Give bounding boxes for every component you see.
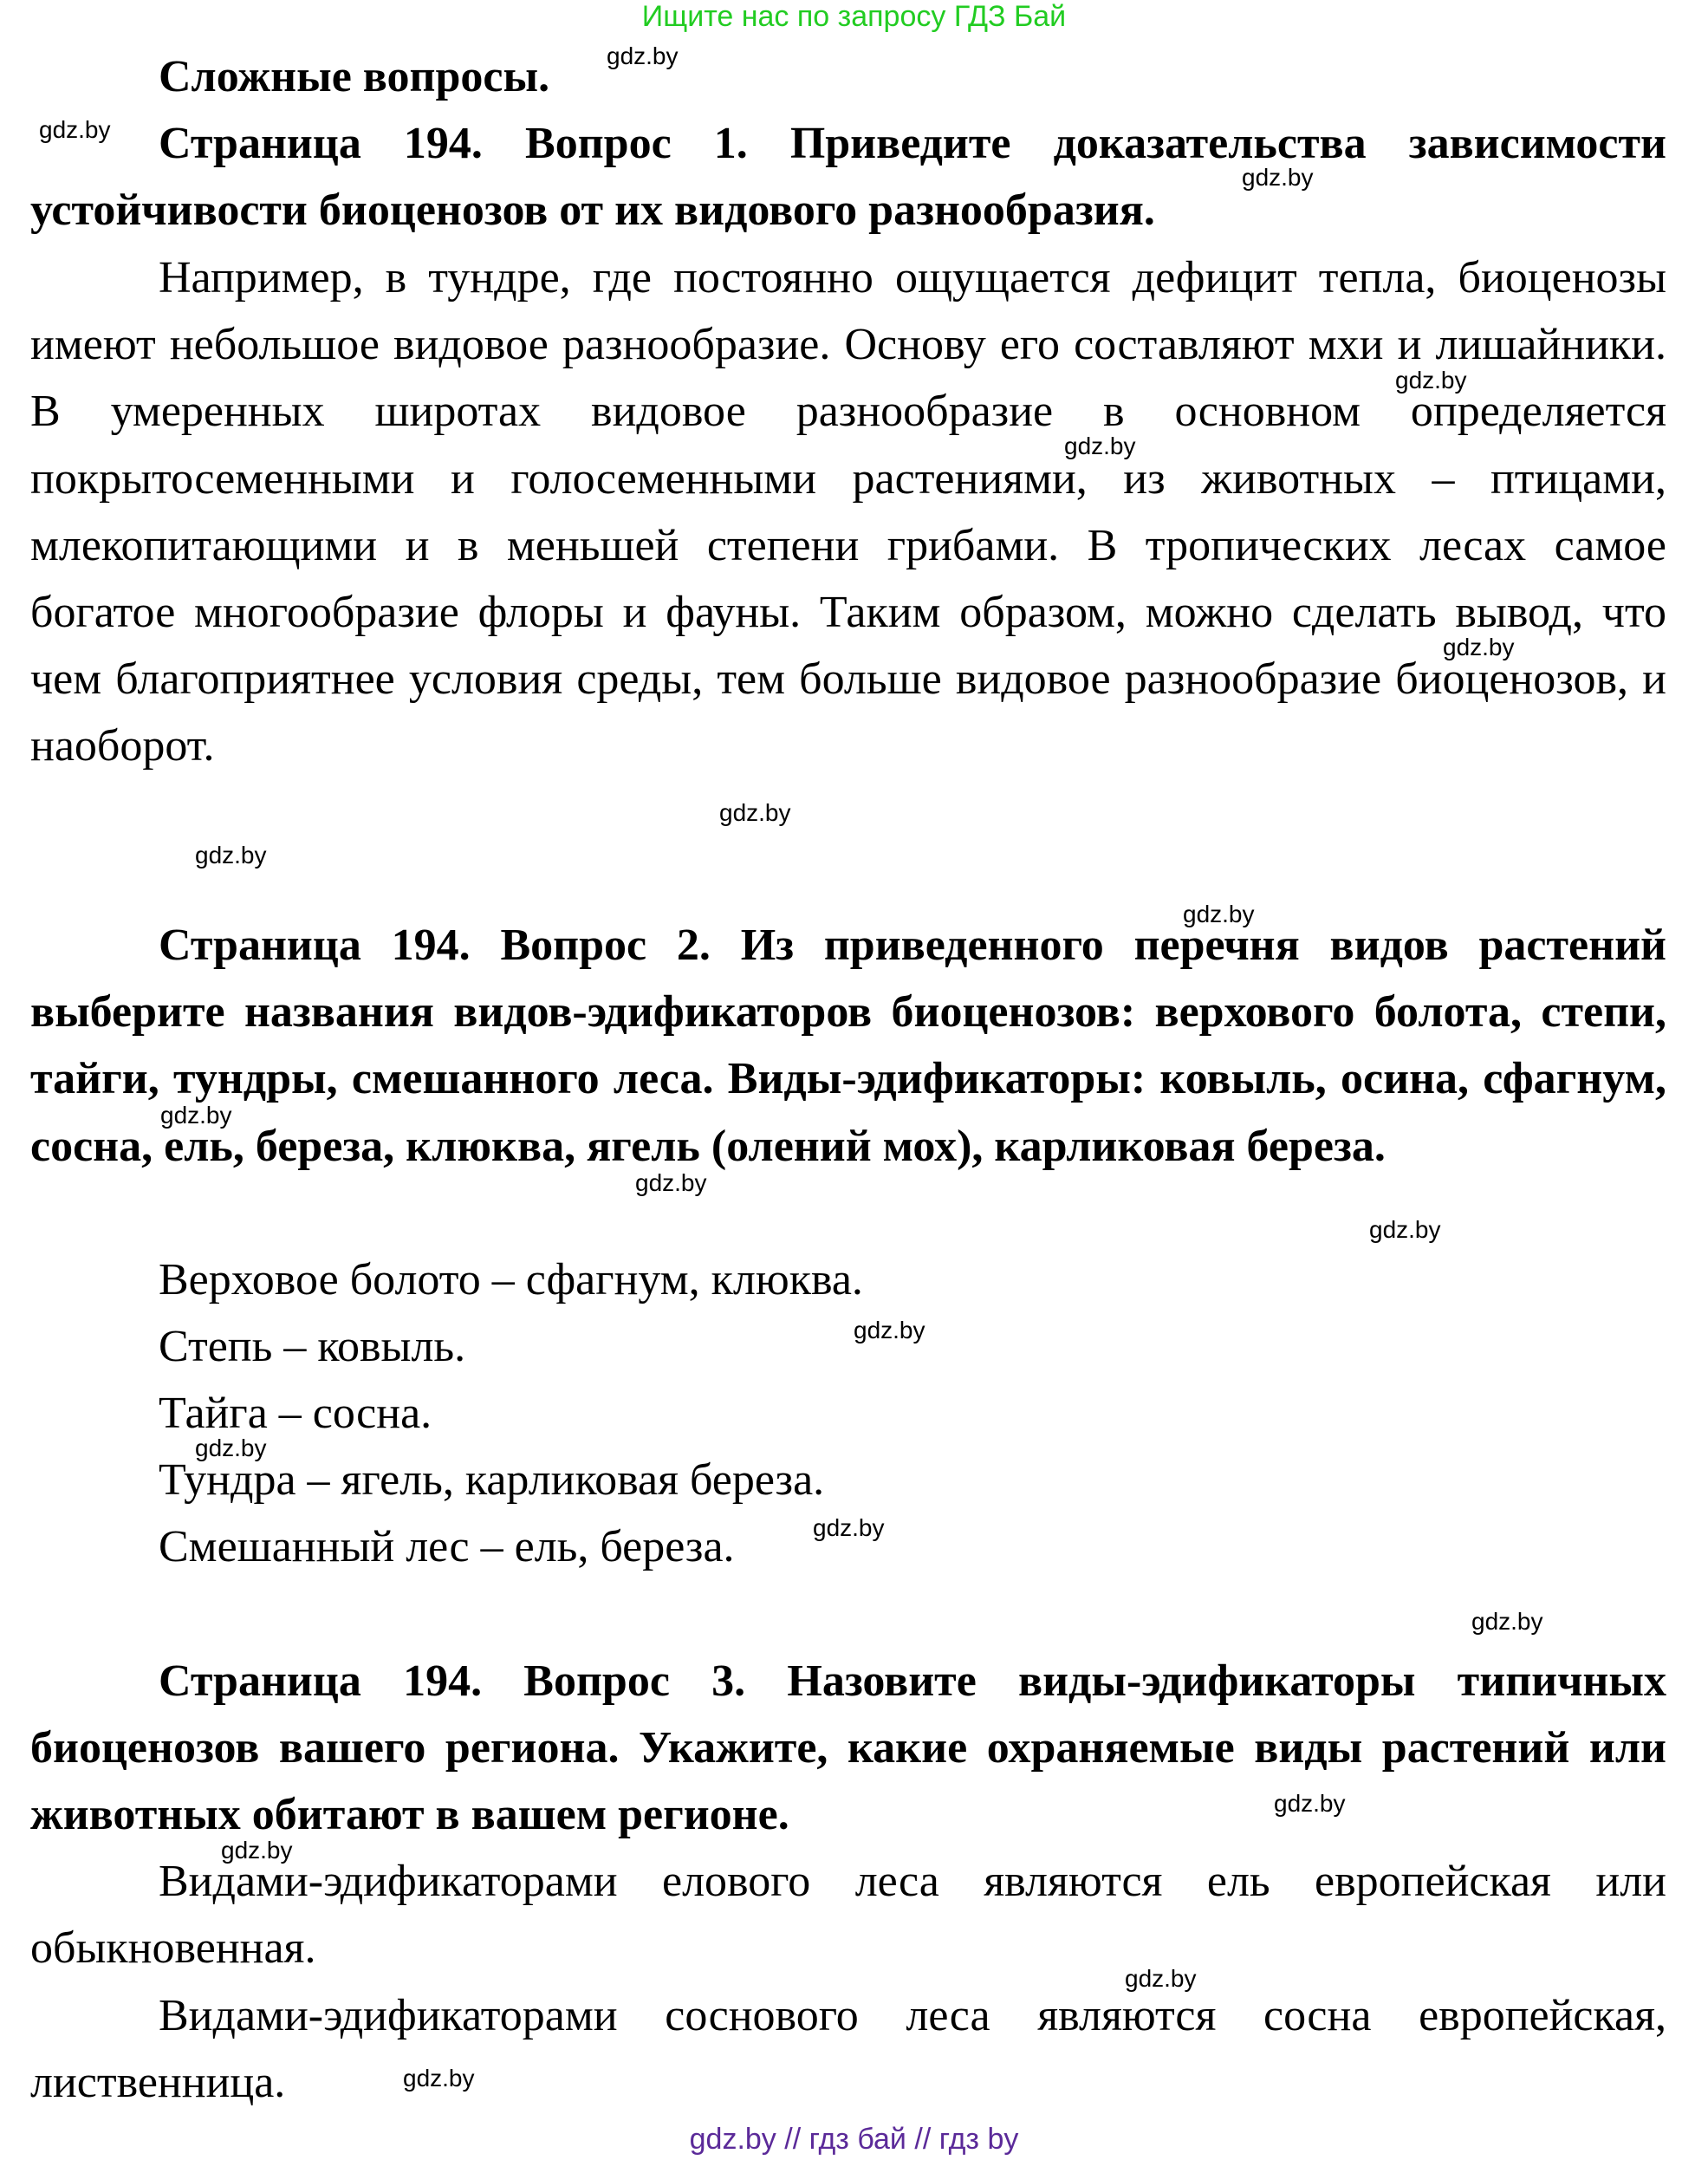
watermark: gdz.by	[195, 1435, 267, 1461]
watermark: gdz.by	[1183, 901, 1255, 927]
watermark: gdz.by	[1125, 1965, 1197, 1992]
watermark: gdz.by	[403, 2065, 475, 2092]
watermark: gdz.by	[1443, 634, 1515, 660]
watermark: gdz.by	[39, 116, 111, 143]
watermark: gdz.by	[1274, 1790, 1346, 1817]
answer-line-mixed-forest: Смешанный лес – ель, береза.	[159, 1522, 735, 1571]
watermark: gdz.by	[854, 1317, 925, 1343]
watermark: gdz.by	[635, 1169, 707, 1196]
question-1-heading: Страница 194. Вопрос 1. Приведите доказательства зависимости устойчивости биоценозов от их видового разнообразия.	[30, 119, 1666, 236]
answer-line-tundra: Тундра – ягель, карликовая береза.	[159, 1455, 825, 1505]
question-1-answer: Например, в тундре, где постоянно ощущается дефицит тепла, биоценозы имеют небольшое видовое разнообразие. Основу его составляют мхи и лишайники. В умеренных широтах видовое разнообразие в основном определяется покрытосеменными и голосеменными растениями, из животных – птицами, млекопитающими и в меньшей степени грибами. В тропических лесах самое богатое многообразие флоры и фауны. Таким образом, можно сделать вывод, что чем благоприятнее условия среды, тем больше видовое разнообразие биоценозов, и наоборот.	[30, 253, 1666, 771]
watermark: gdz.by	[1395, 367, 1467, 394]
watermark: gdz.by	[719, 799, 791, 826]
question-3-heading: Страница 194. Вопрос 3. Назовите виды-эдификаторы типичных биоценозов вашего региона. Укажите, какие охраняемые виды растений или животных обитают в вашем регионе.	[30, 1656, 1666, 1840]
answer-line-taiga: Тайга – сосна.	[159, 1389, 432, 1438]
answer-line-bog: Верховое болото – сфагнум, клюква.	[159, 1255, 863, 1304]
question-3-answer-1: Видами-эдификаторами елового леса являются ель европейская или обыкновенная.	[30, 1857, 1666, 1974]
watermark: gdz.by	[607, 42, 679, 69]
section-title: Сложные вопросы.	[159, 52, 550, 101]
watermark: gdz.by	[813, 1514, 885, 1541]
watermark: gdz.by	[1242, 164, 1314, 191]
answer-line-steppe: Степь – ковыль.	[159, 1322, 466, 1371]
watermark: gdz.by	[1369, 1216, 1441, 1243]
footer-links[interactable]: gdz.by // гдз бай // гдз by	[689, 2123, 1019, 2156]
watermark: gdz.by	[221, 1837, 293, 1864]
question-2-heading: Страница 194. Вопрос 2. Из приведенного перечня видов растений выберите названия видов-эдификаторов биоценозов: верхового болота, степи, тайги, тундры, смешанного леса. Виды-эдификаторы: ковыль, осина, сфагнум, сосна, ель, береза, клюква, ягель (олений мох), карликовая береза.	[30, 921, 1666, 1171]
watermark: gdz.by	[1471, 1608, 1543, 1635]
watermark: gdz.by	[195, 842, 267, 869]
search-banner-link[interactable]: Ищите нас по запросу ГДЗ Бай	[641, 0, 1067, 33]
question-3-answer-2: Видами-эдификаторами соснового леса являются сосна европейская, лиственница.	[30, 1991, 1666, 2108]
watermark: gdz.by	[160, 1102, 232, 1129]
watermark: gdz.by	[1064, 433, 1136, 459]
